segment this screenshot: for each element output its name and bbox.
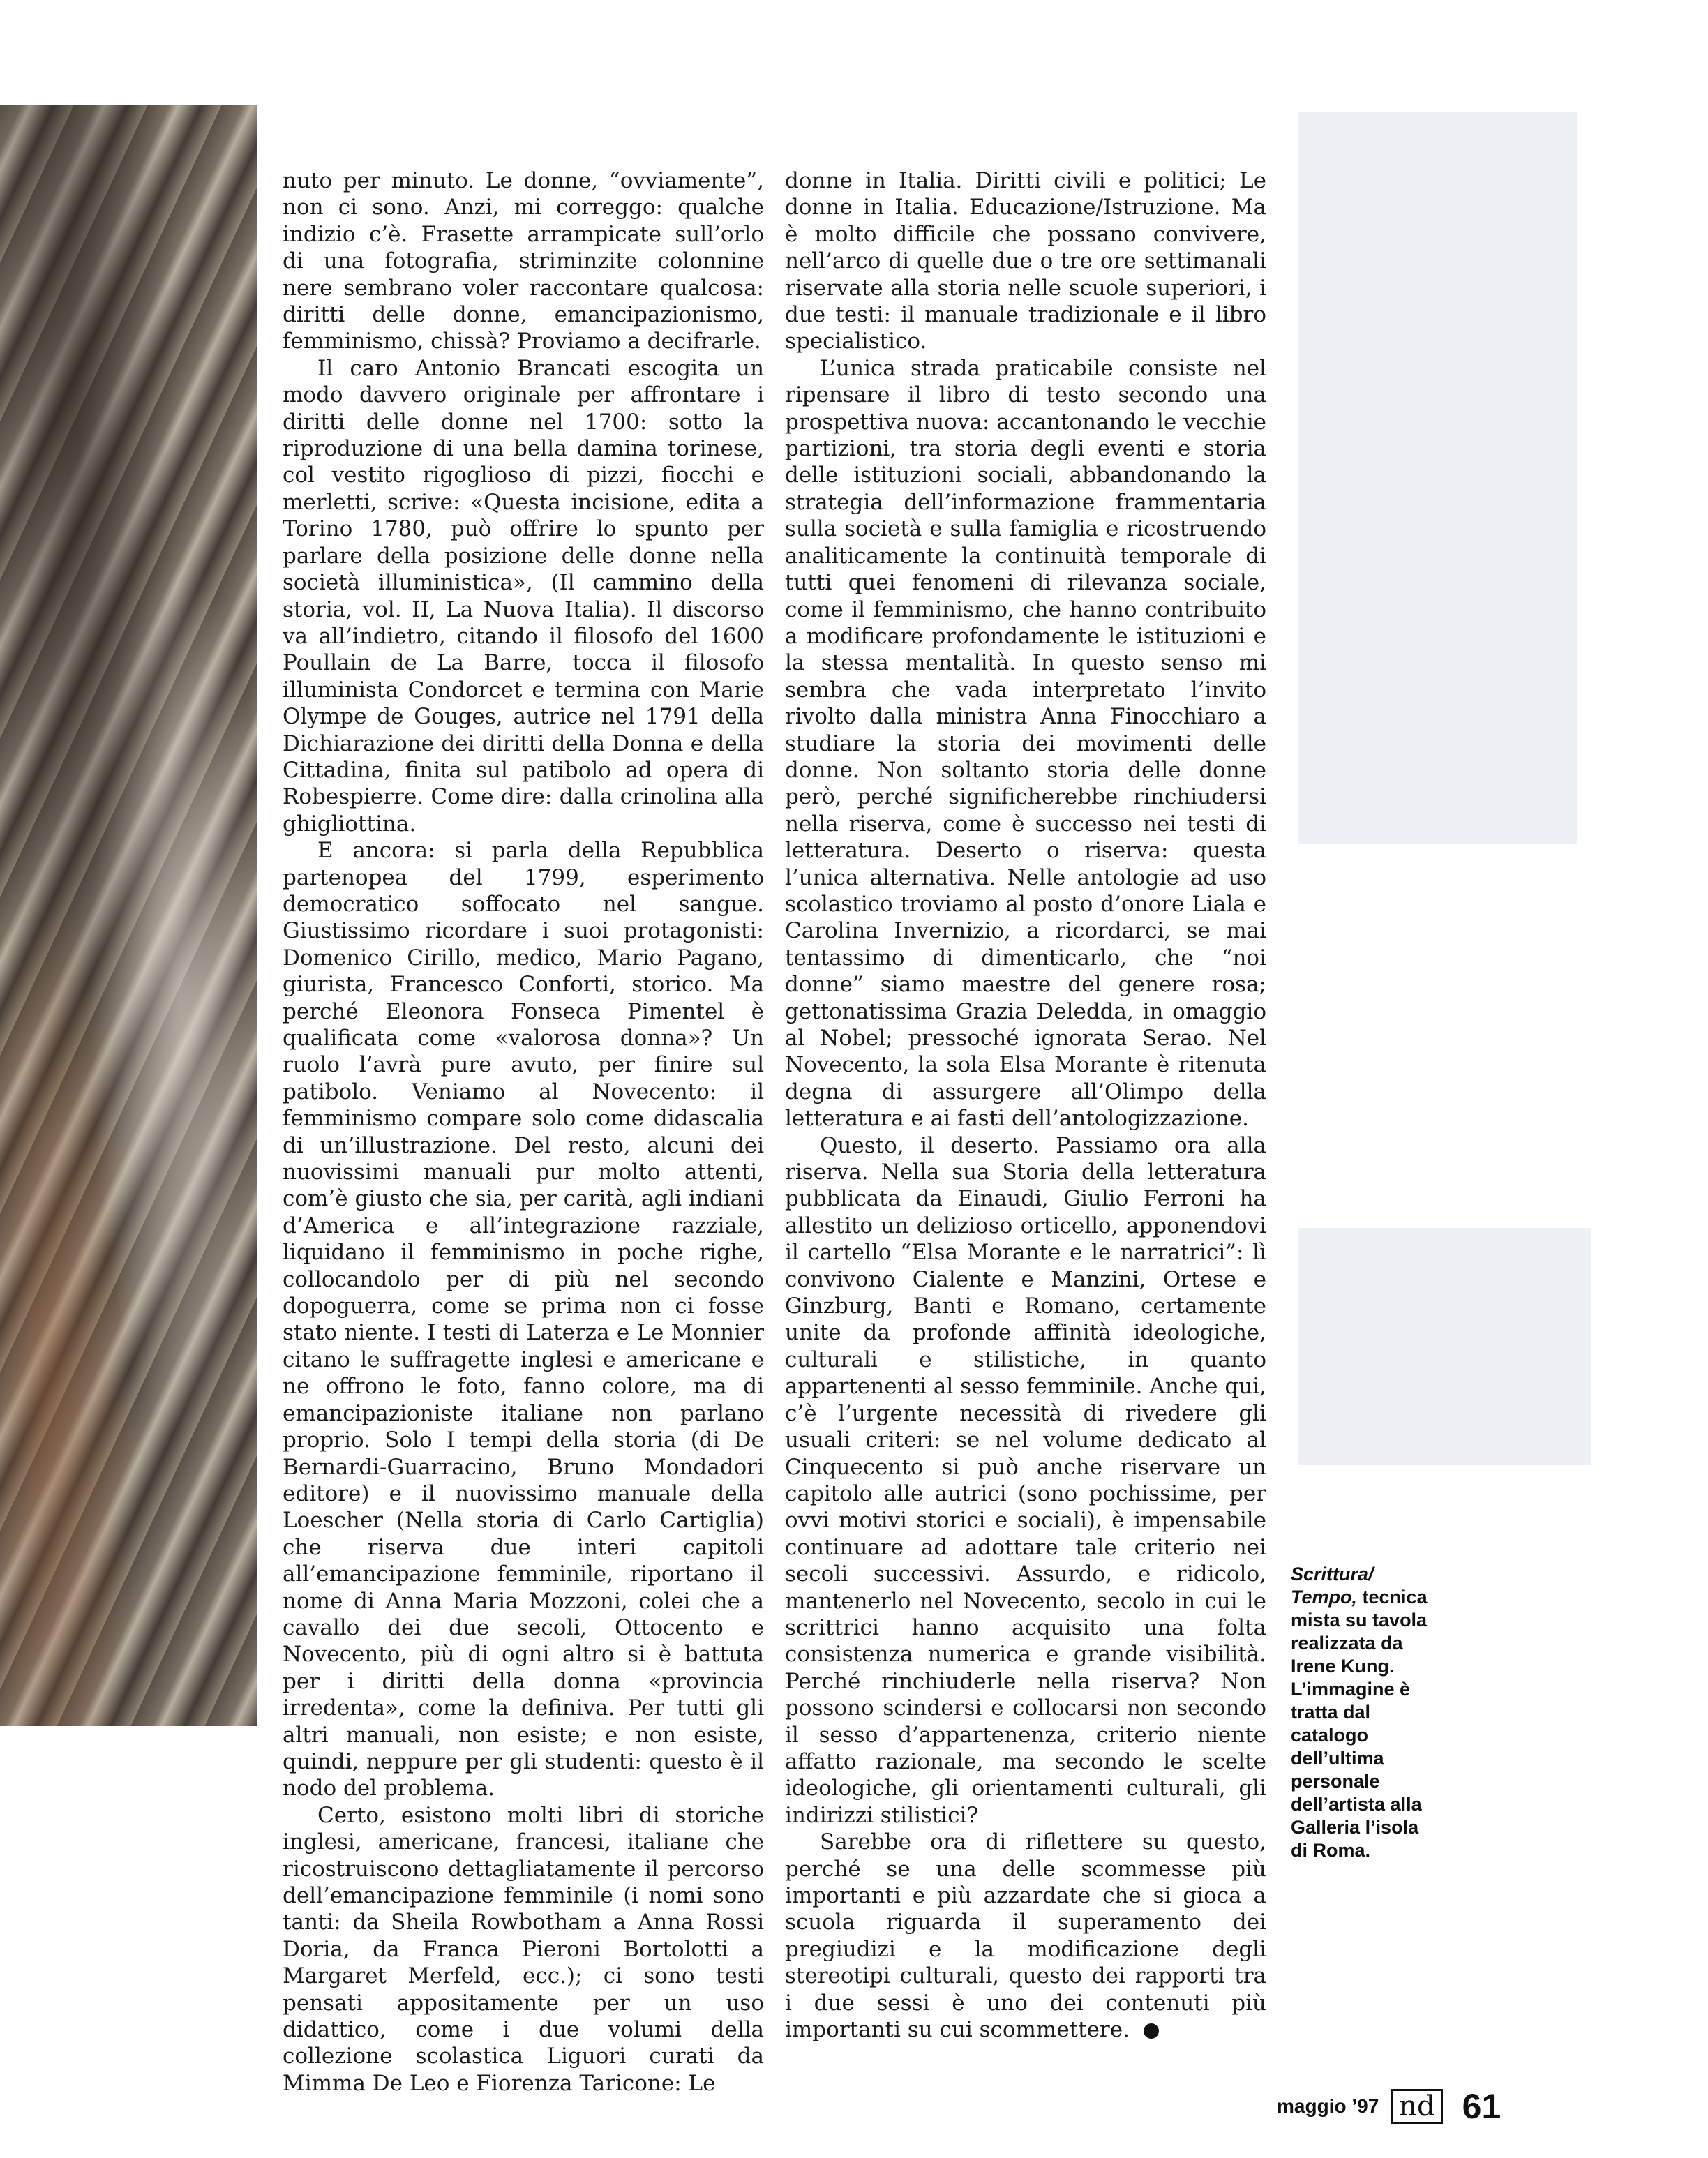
issue-date: maggio ’97 [1277,2095,1379,2117]
paragraph: donne in Italia. Diritti civili e politici; Le donne in Italia. Educazione/Istruzione. Ma è molto difficile che possano convivere, nell’arco di quelle due o tre ore settimanali riservate alla storia nelle scuole superiori, i due testi: il manuale tradizionale e il libro specialistico. [785,168,1266,354]
paragraph: Certo, esistono molti libri di storiche inglesi, americane, francesi, italiane che ricostruiscono dettagliatamente il percorso dell’emancipazione femminile (i nomi sono tanti: da Sheila Rowbotham a Anna Rossi Doria, da Franca Pieroni Bortolotti a Margaret Merfeld, ecc.); ci sono testi pensati appositamente per un uso didattico, come i due volumi della collezione scolastica Liguori curati da Mimma De Leo e Fiorenza Taricone: Le [283,1802,764,2096]
background-shape [1298,112,1577,844]
background-shape [1298,1228,1591,1465]
artwork-image [0,105,257,1726]
magazine-logo: nd [1391,2089,1442,2124]
text-column-right [785,167,1266,2043]
caption-text: tecnica mista su tavola realizzata da Irene Kung. L’immagine è tratta dal catalogo dell’ultima personale dell’artista alla Galleria l’isola di Roma. [1291,1587,1428,1861]
text-column-left [283,167,764,2097]
paragraph: Questo, il deserto. Passiamo ora alla riserva. Nella sua Storia della letteratura pubblicata da Einaudi, Giulio Ferroni ha allestito un delizioso orticello, apponendovi il cartello “Elsa Morante e le narratrici”: lì convivono Cialente e Manzini, Ortese e Ginzburg, Banti e Romano, certamente unite da profonde affinità ideologiche, culturali e stilistiche, in quanto appartenenti al sesso femminile. Anche qui, c’è l’urgente necessità di rivedere gli usuali criteri: se nel volume dedicato al Cinquecento si può anche riservare un capitolo alle autrici (sono pochissime, per ovvi motivi storici e sociali), è impensabile continuare ad adottare tale criterio nei secoli successivi. Assurdo, e ridicolo, mantenerlo nel Novecento, secolo in cui le scrittrici hanno acquisito una folta consistenza numerica e grande visibilità. Perché rinchiuderle nella riserva? Non possono scindersi e collocarsi non secondo il sesso d’appartenenza, criterio niente affatto razionale, ma secondo le scelte ideologiche, gli orientamenti culturali, gli indirizzi stilistici? [785,1132,1266,1828]
paragraph: L’unica strada praticabile consiste nel ripensare il libro di testo secondo una prospettiva nuova: accantonando le vecchie partizioni, tra storia degli eventi e storia delle istituzioni sociali, abbandonando la strategia dell’informazione frammentaria sulla società e sulla famiglia e ricostruendo analiticamente la continuità temporale di tutti quei fenomeni di rilevanza sociale, come il femminismo, che hanno contribuito a modificare profondamente le istituzioni e la stessa mentalità. In questo senso mi sembra che vada interpretato l’invito rivolto dalla ministra Anna Finocchiaro a studiare la storia dei movimenti delle donne. Non soltanto storia delle donne però, perché significherebbe rinchiudersi nella riserva, come è successo nei testi di letteratura. Deserto o riserva: questa l’unica alternativa. Nelle antologie ad uso scolastico troviamo al posto d’onore Liala e Carolina Invernizio, a ricordarci, se mai tentassimo di dimenticarlo, che “noi donne” siamo maestre del genere rosa; gettonatissima Grazia Deledda, in omaggio al Nobel; pressoché ignorata Serao. Nel Novecento, la sola Elsa Morante è ritenuta degna di assurgere all’Olimpo della letteratura e ai fasti dell’antologizzazione. [785,355,1266,1132]
paragraph: Sarebbe ora di riflettere su questo, perché se una delle scommesse più importanti e più azzardate che si gioca a scuola riguarda il superamento dei pregiudizi e la modificazione degli stereotipi culturali, questo dei rapporti tra i due sessi è uno dei contenuti più importanti su cui scommettere. [785,1829,1266,2043]
end-mark-icon [1144,2023,1159,2039]
image-caption [1291,1563,1430,1862]
paragraph: Il caro Antonio Brancati escogita un modo davvero originale per affrontare i diritti delle donne nel 1700: sotto la riproduzione di una bella damina torinese, col vestito rigoglioso di pizzi, fiocchi e merletti, scrive: «Questa incisione, edita a Torino 1780, può offrire lo spunto per parlare della posizione delle donne nella società illuministica», (Il cammino della storia, vol. II, La Nuova Italia). Il discorso va all’indietro, citando il filosofo del 1600 Poullain de La Barre, tocca il filosofo illuminista Condorcet e termina con Marie Olympe de Gouges, autrice nel 1791 della Dichiarazione dei diritti della Donna e della Cittadina, finita sul patibolo ad opera di Robespierre. Come dire: dalla crinolina alla ghigliottina. [283,355,764,837]
paragraph: nuto per minuto. Le donne, “ovviamente”, non ci sono. Anzi, mi correggo: qualche indizio c’è. Frasette arrampicate sull’orlo di una fotografia, striminzite colonnine nere sembrano voler raccontare qualcosa: diritti delle donne, emancipazionismo, femminismo, chissà? Proviamo a decifrarle. [283,168,764,354]
paragraph: E ancora: si parla della Repubblica partenopea del 1799, esperimento democratico soffocato nel sangue. Giustissimo ricordare i suoi protagonisti: Domenico Cirillo, medico, Mario Pagano, giurista, Francesco Conforti, storico. Ma perché Eleonora Fonseca Pimentel è qualificata come «valorosa donna»? Un ruolo l’avrà pure avuto, per finire sul patibolo. Veniamo al Novecento: il femminismo compare solo come didascalia di un’illustrazione. Del resto, alcuni dei nuovissimi manuali pur molto attenti, com’è giusto che sia, per carità, agli indiani d’America e all’integrazione razziale, liquidano il femminismo in poche righe, collocandolo per di più nel secondo dopoguerra, come se prima non ci fosse stato niente. I testi di Laterza e Le Monnier citano le suffragette inglesi e americane e ne offrono le foto, fanno colore, ma di emancipazioniste italiane non parlano proprio. Solo I tempi della storia (di De Bernardi-Guarracino, Bruno Mondadori editore) e il nuovissimo manuale della Loescher (Nella storia di Carlo Cartiglia) che riserva due interi capitoli all’emancipazione femminile, riportano il nome di Anna Maria Mozzoni, colei che a cavallo dei due secoli, Ottocento e Novecento, più di ogni altro si è battuta per i diritti della donna «provincia irredenta», come la definiva. Per tutti gli altri manuali, non esiste; e non esiste, quindi, neppure per gli studenti: questo è il nodo del problema. [283,838,764,1801]
caption-title: Scrittura/ Tempo, [1291,1564,1374,1608]
page-number: 61 [1462,2087,1501,2126]
page-footer [1277,2086,1501,2127]
